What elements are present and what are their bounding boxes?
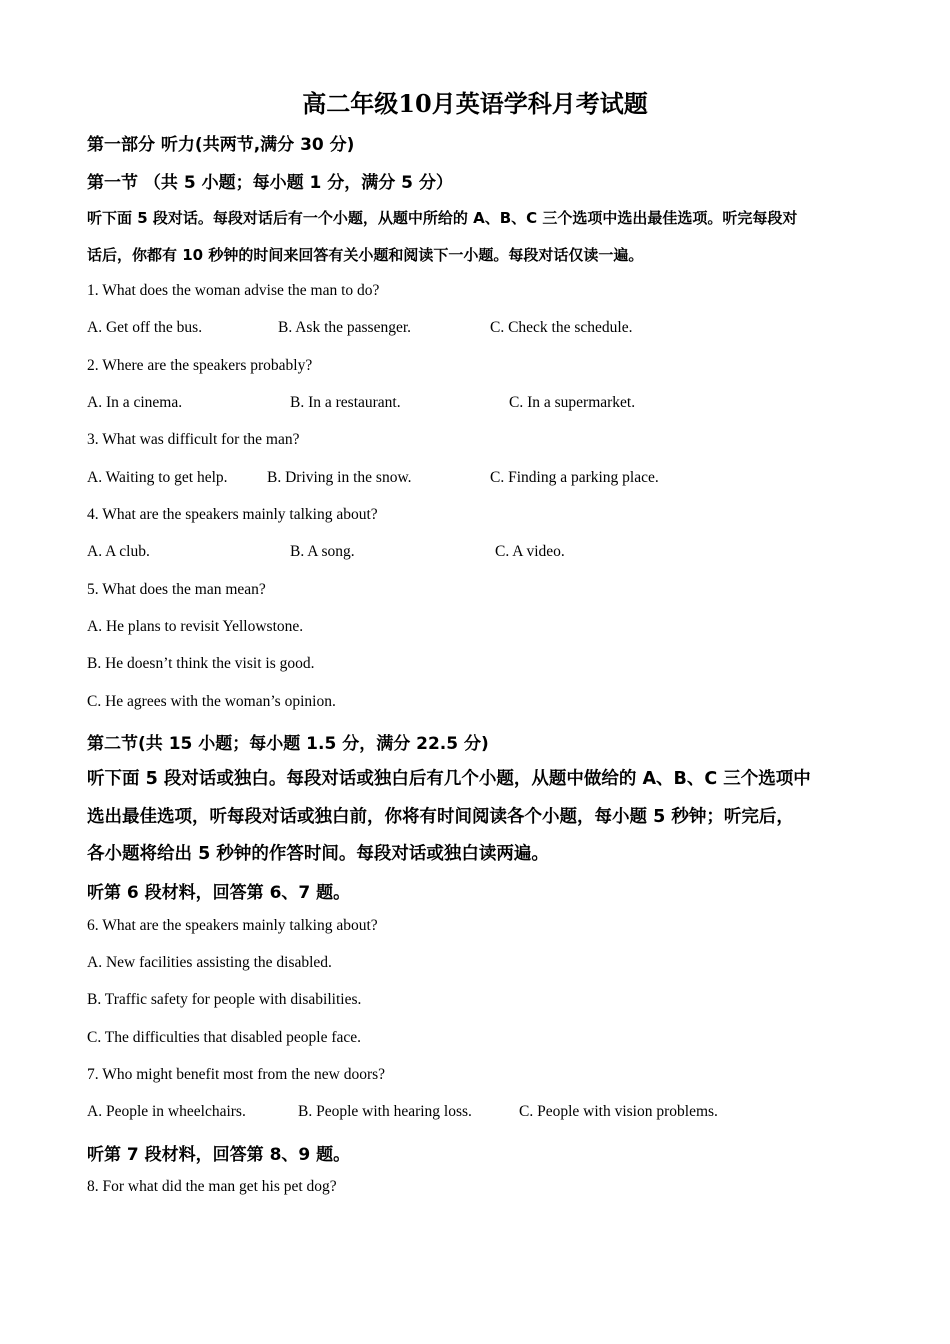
question-1-option-c: C. Check the schedule. [490, 319, 633, 336]
question-5-option-a: A. He plans to revisit Yellowstone. [87, 618, 304, 635]
part1-heading: 第一部分 听力(共两节,满分 30 分) [87, 135, 355, 155]
question-7-option-c: C. People with vision problems. [519, 1103, 718, 1120]
question-3-stem: 3. What was difficult for the man? [87, 431, 300, 448]
question-3-option-a: A. Waiting to get help. [87, 469, 228, 486]
question-2-option-c: C. In a supermarket. [509, 394, 636, 411]
question-6-stem: 6. What are the speakers mainly talking about? [87, 917, 378, 934]
question-7-stem: 7. Who might benefit most from the new doors? [87, 1066, 386, 1083]
question-2-option-a: A. In a cinema. [87, 394, 183, 411]
question-5-stem: 5. What does the man mean? [87, 581, 266, 598]
question-4-option-a: A. A club. [87, 543, 150, 560]
section2-instruction-line2: 选出最佳选项，听每段对话或独白前，你将有时间阅读各个小题，每小题 5 秒钟；听完后， [87, 807, 794, 827]
question-4-option-c: C. A video. [495, 543, 565, 560]
material-6-heading: 听第 6 段材料，回答第 6、7 题。 [87, 883, 351, 903]
question-7-option-a: A. People in wheelchairs. [87, 1103, 246, 1120]
question-1-option-b: B. Ask the passenger. [278, 319, 412, 336]
question-4-stem: 4. What are the speakers mainly talking about? [87, 506, 378, 523]
section1-heading: 第一节 （共 5 小题；每小题 1 分，满分 5 分） [87, 173, 453, 193]
question-6-option-a: A. New facilities assisting the disabled. [87, 954, 332, 971]
section1-instruction-line1: 听下面 5 段对话。每段对话后有一个小题，从题中所给的 A、B、C 三个选项中选出最佳选项。听完每段对 [87, 209, 798, 227]
section2-instruction-line3: 各小题将给出 5 秒钟的作答时间。每段对话或独白读两遍。 [87, 844, 549, 864]
question-5-option-b: B. He doesn’t think the visit is good. [87, 655, 315, 672]
section2-heading: 第二节(共 15 小题；每小题 1.5 分，满分 22.5 分) [87, 734, 489, 754]
section1-instruction-line2: 话后，你都有 10 秒钟的时间来回答有关小题和阅读下一小题。每段对话仅读一遍。 [87, 246, 644, 264]
question-1-stem: 1. What does the woman advise the man to do? [87, 282, 380, 299]
exam-title: 高二年级10月英语学科月考试题 [302, 89, 648, 118]
material-7-heading: 听第 7 段材料，回答第 8、9 题。 [87, 1145, 351, 1165]
question-8-stem: 8. For what did the man get his pet dog? [87, 1178, 337, 1195]
question-2-stem: 2. Where are the speakers probably? [87, 357, 313, 374]
question-7-option-b: B. People with hearing loss. [298, 1103, 472, 1120]
question-4-option-b: B. A song. [290, 543, 355, 560]
question-3-option-b: B. Driving in the snow. [267, 469, 412, 486]
question-6-option-b: B. Traffic safety for people with disabilities. [87, 991, 362, 1008]
question-6-option-c: C. The difficulties that disabled people face. [87, 1029, 362, 1046]
question-2-option-b: B. In a restaurant. [290, 394, 401, 411]
question-1-option-a: A. Get off the bus. [87, 319, 203, 336]
question-3-option-c: C. Finding a parking place. [490, 469, 659, 486]
section2-instruction-line1: 听下面 5 段对话或独白。每段对话或独白后有几个小题，从题中做给的 A、B、C 三个选项中 [87, 769, 811, 789]
question-5-option-c: C. He agrees with the woman’s opinion. [87, 693, 336, 710]
